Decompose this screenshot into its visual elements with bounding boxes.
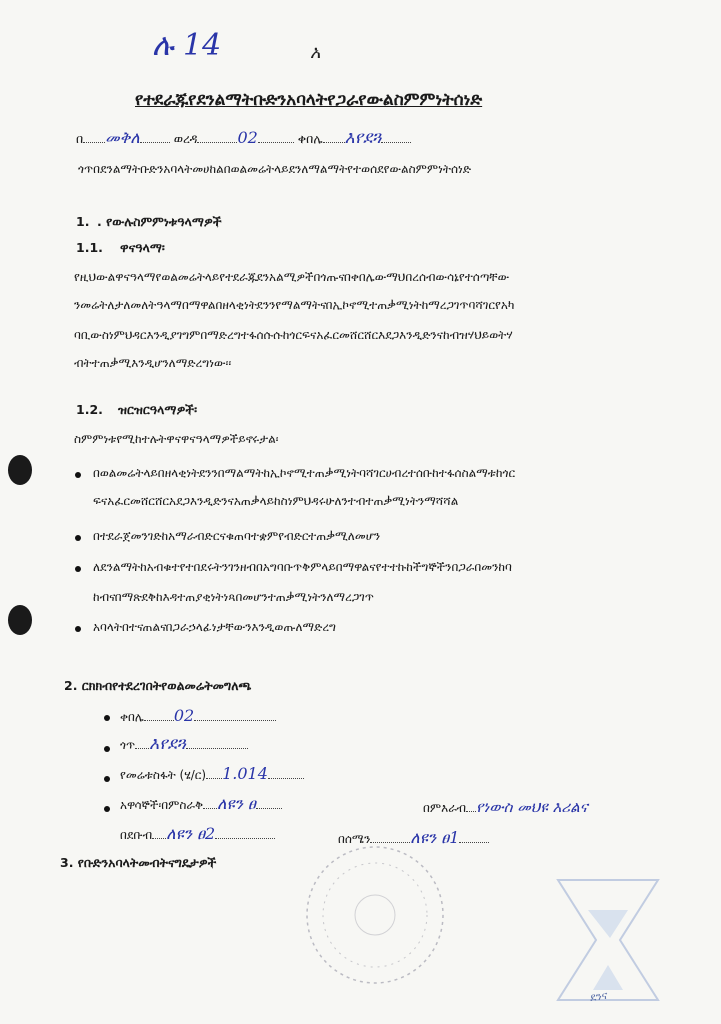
section-1-2-intro: ስምምነቱየሚከተሉትዋናዋናዓላማዎችይኖሩታል፡ [74,432,279,446]
section-3-title: 3. የቡድንአባላትመብትናግዴታዎች [60,855,217,870]
section-1-1-title: ዋናዓላማ፡ [120,240,165,255]
stamp-text: ደንና [589,988,609,1005]
section-1-1-line: የዚህውልዋናዓላማየወልመሬትላይየተደራጁደንአልሚዎችበጎጡናበቀበሌውማህበረሰብውሳኔየተሰጣቸው [74,270,510,284]
bullet-dot [104,776,110,782]
sec2-south-value: ለዩን ፀ2 [166,824,216,843]
bullet-item-3-line-2: ከብናበማጽደቅከእዳተጠያቂነትነጻበመሆንተጠቃሚነትንለማረጋገጥ [93,590,374,604]
bullet-dot [104,715,110,721]
punch-hole-bottom [8,605,32,635]
blue-stamp [548,870,668,1010]
sec2-east-value: ለዩን ፀ [217,794,256,813]
handwritten-page-ref: ሉ 14 [152,28,222,63]
bullet-dot [75,566,81,572]
sec2-north-label: በሰሜን [338,832,371,846]
section-1-1-line: ባቢውስነምህዳርእንዲያገግምበማድረግተፋሰሱሱከጎርፍናአፈርመሸርሸርእደጋእንዲድንናከብዝሃህይወትሃ [74,328,513,342]
sec2-got-label: ጎጥ [120,738,136,752]
sec2-west-label: በምእራብ [423,801,466,815]
sec2-item-area [120,764,304,783]
header-label-3: ቀበሌ [297,131,323,146]
section-1-title: . የውሉስምምነቱዓላማዎች [97,214,222,229]
header-fields [76,128,636,148]
section-1-1-line: ብትተጠቃሚእንዲሆንለማድረግነው፡፡ [74,356,232,370]
sec2-north-value: ለዩን ፀ1 [410,828,460,847]
section-1-1-number: 1.1. [76,240,103,255]
bullet-item-1-line-1: በወልመሬትላይበዘላቂነትደንንበማልማትከኢኮኖሚተጠቃሚነትባሻገርሀብረተሰቡከተፋሰስልማቱከጎር [93,466,516,480]
handwritten-mark: አ [310,42,321,63]
header-label-1: በ [76,131,84,146]
document-subtitle: ጎጥበደንልማትቡድንአባላትመሀከልበወልመሬትላይደንለማልማትየተወሰደየውልስምምነትሰነድ [78,162,472,176]
bullet-dot [75,626,81,632]
bullet-item-4: አባላትበተናጠልናበጋራኃላፊነታቸውንእንዲወጡለማድረግ [93,620,337,634]
sec2-south-label: በደቡብ [120,828,153,842]
header-value-2: 02 [237,128,258,147]
section-1-2-title: ዝርዝርዓላማዎች፡ [118,402,198,417]
header-value-3: እየደጓ [344,128,382,148]
section-1-number: 1. [76,214,90,229]
sec2-item-east [120,794,282,814]
sec2-item-south [120,824,275,844]
header-label-2: ወረዳ [173,131,198,146]
sec2-kebele-label: ቀበሌ [120,710,144,724]
sec2-west-value: የነውስ መህዩ እሪልና [475,798,588,816]
sec2-area-label: የመሬቱስፋት (ሄ/ር) [120,768,207,782]
document-title: የተደራጁየደንልማትቡድንአባላትየጋራየውልስምምነትሰነድ [135,90,483,110]
sec2-kebele-value: 02 [173,706,195,725]
sec2-got-value: እየደጓ [149,734,186,754]
sec2-east-label: አዋሳኞች፡በምስራቅ [120,798,204,812]
sec2-item-got [120,734,248,754]
bullet-item-3-line-1: ለደንልማትከአብቁተየተበደሩትንገንዘብበአግባቡጥቅምላይበማዋልናየተተኩከችግኞችንበጋራበመንከባ [93,560,512,574]
section-1-2-number: 1.2. [76,402,103,417]
header-value-1: መቅለ [105,128,140,147]
section-2-title: 2. ርክክብየተደረገበትየወልመሬትመግለጫ [64,678,252,693]
sec2-area-value: 1.014 [222,764,268,783]
bullet-dot [75,535,81,541]
section-1-1-line: ንመሬትለታለመለትዓላማበማዋልበዘላቂነትደንንየማልማትናበኢኮኖሚተጠቃሚነትከማረጋገጥባሻገርየአካ [74,298,515,312]
bullet-dot [104,806,110,812]
official-stamp [300,840,450,990]
sec2-item-west [423,798,588,816]
punch-hole-top [8,455,32,485]
bullet-item-1-line-2: ፍናአፈርመሸርሸርአደጋእንዲድንናአጠቃላይከስነምህዳሩሁለንተብተጠቃሚነትንማሻሻል [93,494,459,508]
bullet-item-2: በተደራጀመንገድከአማራብድርናቁጠባተቋምየብድርተጠቃሚለመሆን [93,529,381,543]
bullet-dot [75,472,81,478]
sec2-item-kebele [120,706,276,725]
bullet-dot [104,746,110,752]
